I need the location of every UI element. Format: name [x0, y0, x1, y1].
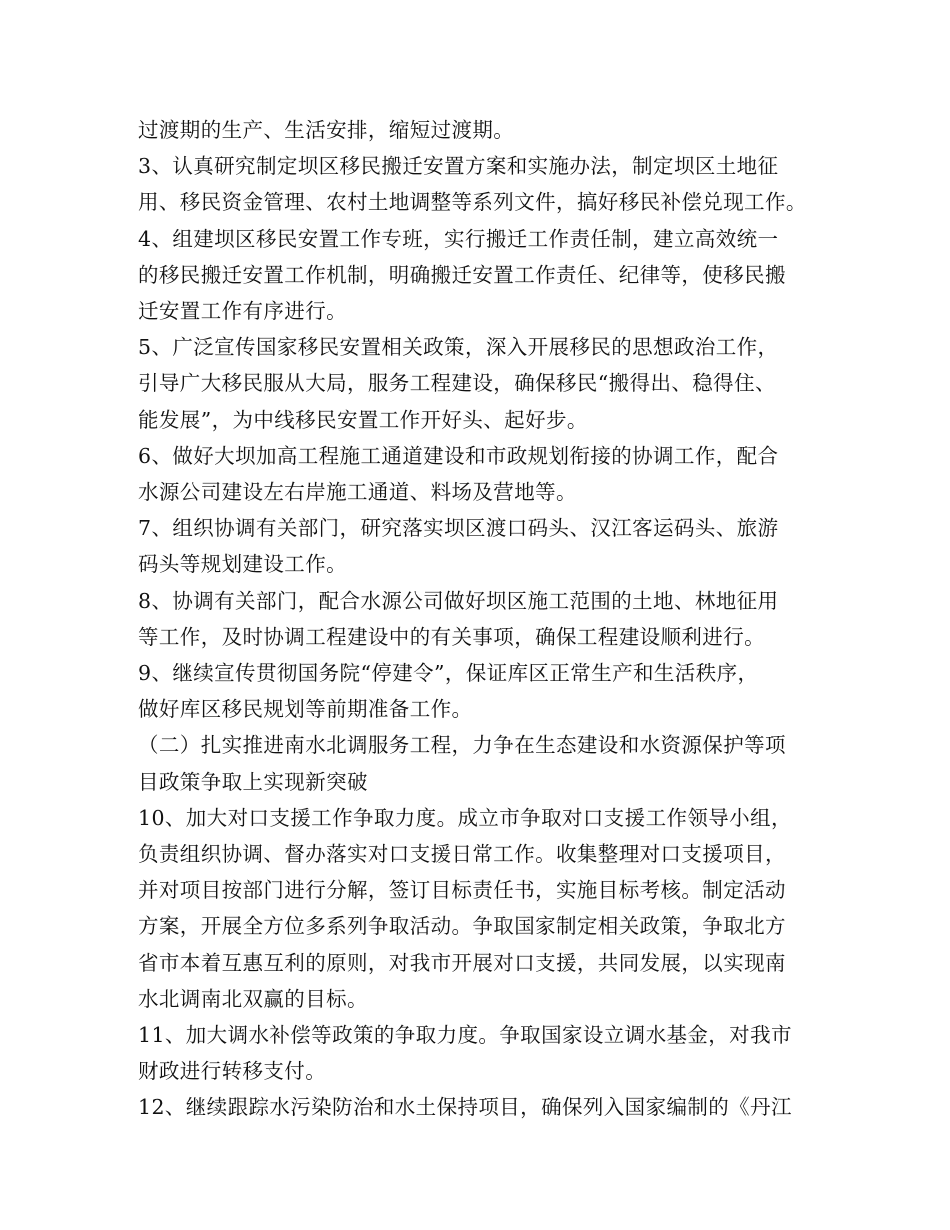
- text-line: 12、继续跟踪水污染防治和水土保持项目，确保列入国家编制的《丹江: [138, 1095, 792, 1120]
- text-line: 过渡期的生产、生活安排，缩短过渡期。: [138, 118, 515, 142]
- section-heading-line: （二）扎实推进南水北调服务工程，力争在生态建设和水资源保护等项: [138, 733, 786, 758]
- text-line: 方案，开展全方位多系列争取活动。争取国家制定相关政策，争取北方: [138, 914, 786, 939]
- text-line: 负责组织协调、督办落实对口支援日常工作。收集整理对口支援项目，: [138, 842, 786, 867]
- text-line: 迁安置工作有序进行。: [138, 299, 347, 324]
- text-line: 5、广泛宣传国家移民安置相关政策，深入开展移民的思想政治工作，: [138, 335, 779, 360]
- text-line: 水源公司建设左右岸施工通道、料场及营地等。: [138, 480, 577, 505]
- text-line: 做好库区移民规划等前期准备工作。: [138, 697, 473, 722]
- text-line: 9、继续宣传贯彻国务院“停建令”，保证库区正常生产和生活秩序，: [138, 661, 759, 686]
- text-line: 并对项目按部门进行分解，签订目标责任书，实施目标考核。制定活动: [138, 878, 786, 903]
- text-line: 的移民搬迁安置工作机制，明确搬迁安置工作责任、纪律等，使移民搬: [138, 262, 786, 287]
- text-line: 水北调南北双赢的目标。: [138, 986, 368, 1011]
- text-line: 4、组建坝区移民安置工作专班，实行搬迁工作责任制，建立高效统一: [138, 226, 779, 251]
- text-line: 7、组织协调有关部门，研究落实坝区渡口码头、汉江客运码头、旅游: [138, 516, 779, 541]
- text-line: 8、协调有关部门，配合水源公司做好坝区施工范围的土地、林地征用: [138, 588, 779, 613]
- document-body: [138, 112, 828, 1126]
- text-line: 财政进行转移支付。: [138, 1059, 327, 1084]
- text-line: 引导广大移民服从大局，服务工程建设，确保移民“搬得出、稳得住、: [138, 371, 776, 396]
- text-line: 10、加大对口支援工作争取力度。成立市争取对口支援工作领导小组，: [138, 805, 792, 830]
- text-line: 码头等规划建设工作。: [138, 552, 347, 577]
- text-line: 等工作，及时协调工程建设中的有关事项，确保工程建设顺利进行。: [138, 624, 765, 649]
- section-heading-line: 目政策争取上实现新突破: [138, 769, 368, 794]
- text-line: 3、认真研究制定坝区移民搬迁安置方案和实施办法，制定坝区土地征: [138, 154, 779, 179]
- text-line: 能发展”，为中线移民安置工作开好头、起好步。: [138, 407, 588, 432]
- text-line: 11、加大调水补偿等政策的争取力度。争取国家设立调水基金，对我市: [138, 1023, 792, 1048]
- text-line: 6、做好大坝加高工程施工通道建设和市政规划衔接的协调工作，配合: [138, 443, 779, 468]
- text-line: 用、移民资金管理、农村土地调整等系列文件，搞好移民补偿兑现工作。: [138, 190, 807, 215]
- text-line: 省市本着互惠互利的原则，对我市开展对口支援，共同发展，以实现南: [138, 950, 786, 975]
